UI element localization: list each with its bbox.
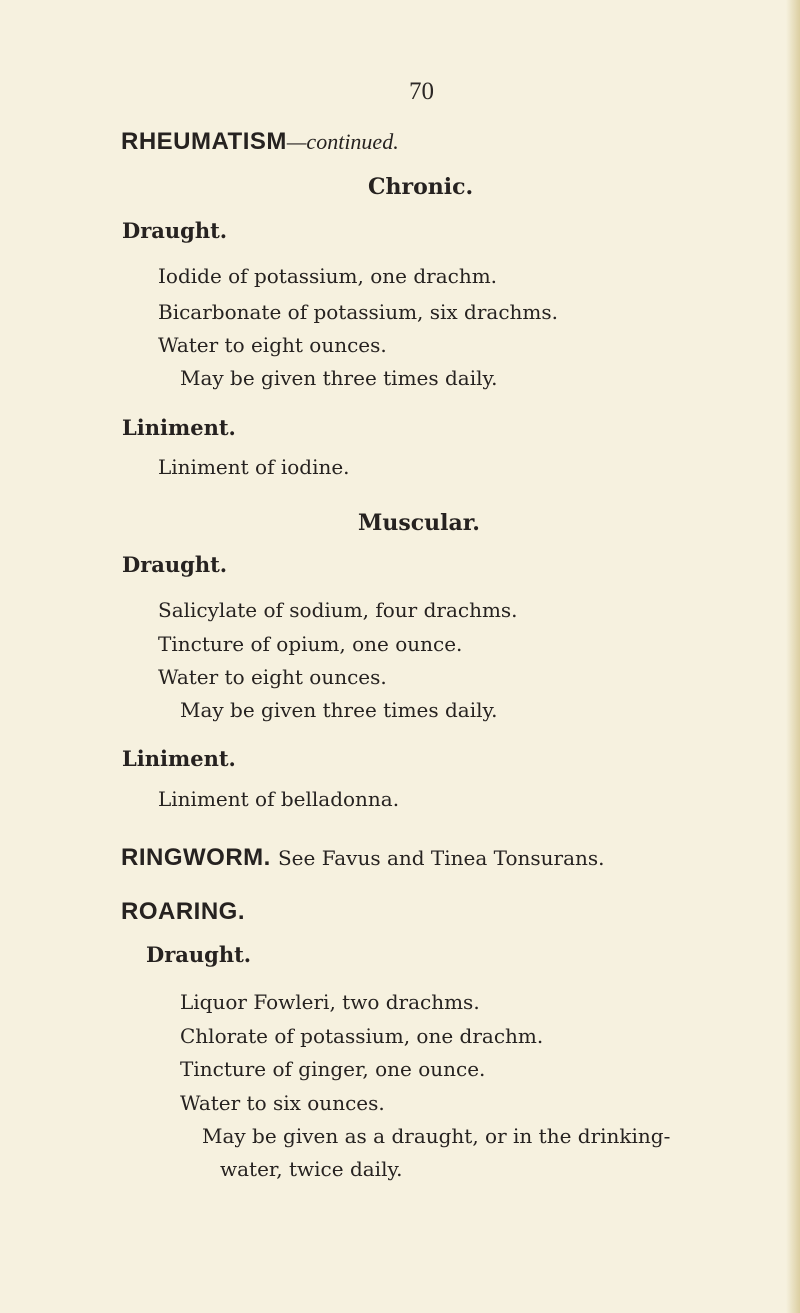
subheading-muscular: Muscular. (358, 510, 480, 536)
chronic-liniment-label: Liniment. (122, 415, 236, 440)
muscular-draught-label: Draught. (122, 552, 228, 577)
muscular-draught-line-2: Tincture of opium, one ounce. (158, 632, 463, 656)
chronic-draught-line-1: Iodide of potassium, one drachm. (158, 264, 498, 288)
muscular-draught-direction: May be given three times daily. (180, 698, 498, 722)
roaring-draught-line-2: Chlorate of potassium, one drachm. (180, 1024, 544, 1048)
rheumatism-title: RHEUMATISM (121, 128, 287, 155)
roaring-draught-direction-line-1: May be given as a draught, or in the drinking- (202, 1124, 671, 1148)
page-number: 70 (409, 78, 434, 105)
roaring-draught-direction-line-2: water, twice daily. (220, 1157, 403, 1181)
chronic-liniment-line-1: Liniment of iodine. (158, 455, 350, 479)
ringworm-text: See Favus and Tinea Tonsurans. (277, 846, 605, 870)
roaring-draught-label: Draught. (146, 942, 252, 967)
section-title-rheumatism (121, 128, 399, 156)
page-edge-shadow (786, 0, 800, 1313)
chronic-draught-line-2: Bicarbonate of potassium, six drachms. (158, 300, 558, 324)
roaring-draught-line-3: Tincture of ginger, one ounce. (180, 1057, 486, 1081)
continued-label: —continued. (286, 129, 399, 154)
muscular-draught-line-3: Water to eight ounces. (158, 665, 387, 689)
ringworm-title: RINGWORM. (121, 844, 271, 871)
roaring-draught-line-4: Water to six ounces. (180, 1091, 385, 1115)
roaring-draught-line-1: Liquor Fowleri, two drachms. (180, 990, 480, 1014)
chronic-draught-line-3: Water to eight ounces. (158, 333, 387, 357)
chronic-draught-label: Draught. (122, 218, 228, 243)
chronic-draught-direction: May be given three times daily. (180, 366, 498, 390)
section-title-roaring: ROARING. (121, 898, 245, 925)
muscular-liniment-line-1: Liniment of belladonna. (158, 787, 400, 811)
muscular-draught-line-1: Salicylate of sodium, four drachms. (158, 598, 518, 622)
section-ringworm (121, 844, 605, 872)
subheading-chronic: Chronic. (368, 174, 474, 200)
muscular-liniment-label: Liniment. (122, 746, 236, 771)
